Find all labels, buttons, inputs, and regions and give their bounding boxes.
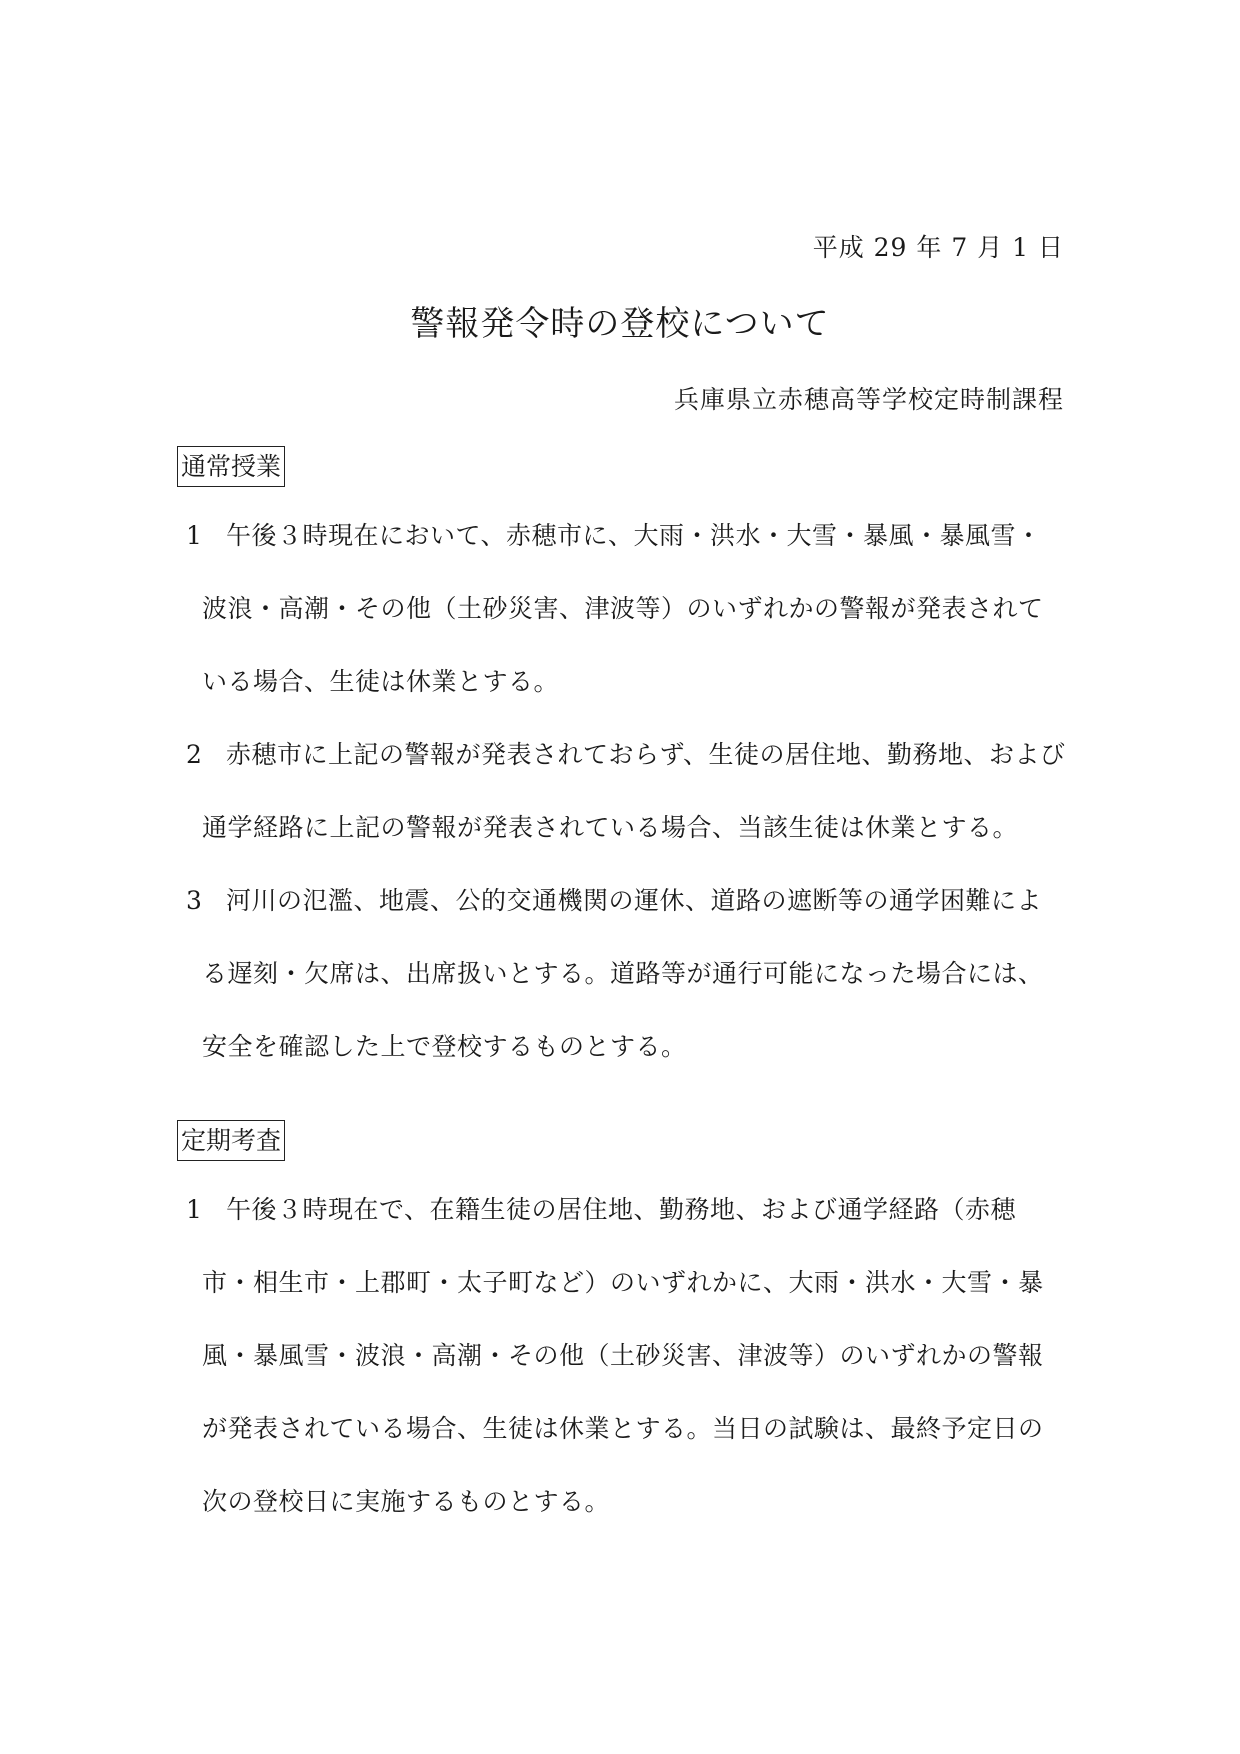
list-item — [186, 1173, 1066, 1538]
item-text: 午後３時現在で、在籍生徒の居住地、勤務地、および通学経路（赤穂市・相生市・上郡町・太子町など）のいずれかに、大雨・洪水・大雪・暴風・暴風雪・波浪・高潮・その他（土砂災害、津波等）のいずれかの警報が発表されている場合、生徒は休業とする。当日の試験は、最終予定日の次の登校日に実施するものとする。 — [202, 1195, 1044, 1516]
list-item — [186, 718, 1066, 864]
document-author: 兵庫県立赤穂高等学校定時制課程 — [673, 385, 1064, 414]
item-text: 午後３時現在において、赤穂市に、大雨・洪水・大雪・暴風・暴風雪・波浪・高潮・その他（土砂災害、津波等）のいずれかの警報が発表されている場合、生徒は休業とする。 — [202, 521, 1044, 696]
item-number: 2 — [186, 740, 202, 769]
list-item — [186, 499, 1066, 718]
document-title: 警報発令時の登校について — [410, 304, 830, 344]
document-date: 平成 29 年 7 月 1 日 — [812, 233, 1064, 262]
item-text: 赤穂市に上記の警報が発表されておらず、生徒の居住地、勤務地、および通学経路に上記の警報が発表されている場合、当該生徒は休業とする。 — [202, 740, 1066, 842]
item-number: 1 — [186, 521, 202, 550]
section-heading-regular-classes: 通常授業 — [177, 446, 285, 487]
section-heading-periodic-exams: 定期考査 — [177, 1120, 285, 1161]
list-item — [186, 864, 1066, 1083]
item-text: 河川の氾濫、地震、公的交通機関の運休、道路の遮断等の通学困難による遅刻・欠席は、出席扱いとする。道路等が通行可能になった場合には、安全を確認した上で登校するものとする。 — [202, 886, 1044, 1061]
item-number: 3 — [186, 886, 202, 915]
item-number: 1 — [186, 1195, 202, 1224]
